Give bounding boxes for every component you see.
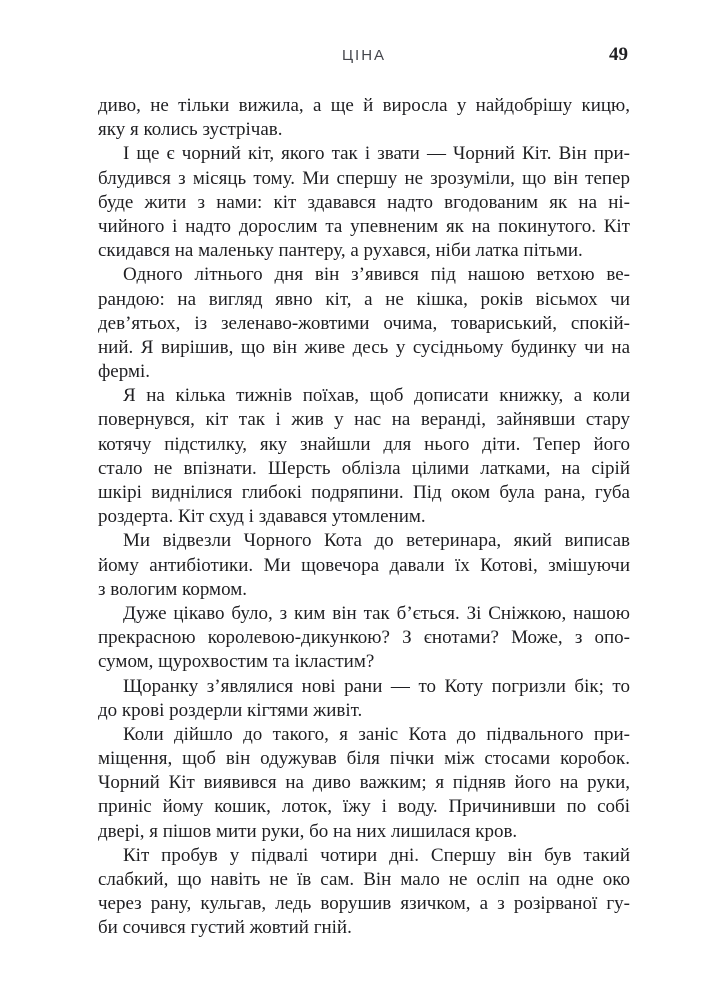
text-line: І ще є чорний кіт, якого так і звати — Чорний Кіт. Він при- — [123, 143, 630, 165]
text-line: фермі. — [98, 361, 151, 383]
text-line: дев’ятьох, із зеленаво-жовтими очима, товариський, спокій- — [98, 312, 630, 334]
running-title: ЦІНА — [341, 47, 387, 64]
text-line: Ми відвезли Чорного Кота до ветеринара, який виписав — [123, 530, 630, 552]
text-line: чийного і надто дорослим та упевненим як на покинутого. Кіт — [98, 215, 630, 237]
text-line: диво, не тільки вижила, а ще й виросла у найдобрішу кицю, — [98, 95, 630, 116]
text-line: через рану, кульгав, ледь ворушив язичком, а з розірваної гу- — [98, 893, 630, 915]
text-line: міщення, щоб він одужував біля пічки між стосами коробок. — [98, 748, 630, 770]
text-line: шкірі виднілися глибокі подряпини. Під оком була рана, губа — [98, 482, 630, 503]
paragraph — [98, 602, 630, 675]
text-line: двері, я пішов мити руки, бо на них лишилася кров. — [98, 820, 518, 842]
paragraph — [98, 723, 630, 844]
text-line: буде жити з нами: кіт здавався надто вгодованим як на ні- — [98, 191, 630, 213]
paragraph — [98, 94, 630, 142]
text-line: слабкий, що навіть не їв сам. Він мало не осліп на одне око — [98, 869, 630, 890]
text-line: ний. Я вирішив, що він живе десь у сусідньому будинку чи на — [98, 336, 630, 358]
text-line: Чорний Кіт виявився на диво важким; я підняв його на руки, — [98, 772, 630, 794]
text-line: Я на кілька тижнів поїхав, щоб дописати книжку, а коли — [123, 385, 630, 407]
paragraph — [98, 263, 630, 384]
text-line: яку я колись зустрічав. — [98, 119, 283, 141]
text-line: Кіт пробув у підвалі чотири дні. Спершу він був такий — [123, 844, 630, 866]
text-line: прекрасною королевою-дикункою? З єнотами? Може, з опо- — [98, 627, 630, 649]
page-number: 49 — [609, 44, 628, 65]
text-line: скидався на маленьку пантеру, а рухався, ніби латка пітьми. — [98, 240, 583, 262]
text-line: роздерта. Кіт схуд і здавався утомленим. — [98, 506, 426, 528]
running-header — [98, 44, 630, 69]
paragraph — [98, 142, 630, 263]
text-line: Щоранку з’являлися нові рани — то Коту погризли бік; то — [123, 675, 630, 697]
text-line: блудився з місяць тому. Ми спершу не зрозуміли, що він тепер — [98, 167, 630, 189]
text-line: стало не впізнати. Шерсть облізла цілими латками, на сірій — [98, 457, 630, 479]
text-line: Одного літнього дня він з’явився під нашою ветхою ве- — [123, 264, 630, 286]
text-line: Коли дійшло до такого, я заніс Кота до підвального при- — [123, 723, 630, 745]
text-line: з вологим кормом. — [98, 578, 247, 600]
paragraph — [98, 675, 630, 723]
paragraph — [98, 529, 630, 602]
paragraph — [98, 384, 630, 529]
text-line: приніс йому кошик, лоток, їжу і воду. Причинивши по собі — [98, 796, 630, 818]
text-line: рандою: на вигляд явно кіт, а не кішка, років вісьмох чи — [98, 288, 630, 310]
text-line: до крові роздерли кігтями живіт. — [98, 699, 363, 721]
page-body — [98, 94, 630, 941]
text-line: повернувся, кіт так і жив у нас на веранді, зайнявши стару — [98, 409, 630, 431]
text-line: йому антибіотики. Ми щовечора давали їх Котові, змішуючи — [98, 554, 630, 576]
text-line: би сочився густий жовтий гній. — [98, 917, 352, 939]
text-line: сумом, щурохвостим та ікластим? — [98, 651, 375, 673]
text-line: Дуже цікаво було, з ким він так б’ється. Зі Сніжкою, нашою — [123, 602, 630, 624]
paragraph — [98, 844, 630, 941]
text-line: котячу підстилку, яку знайшли для нього діти. Тепер його — [98, 433, 630, 455]
